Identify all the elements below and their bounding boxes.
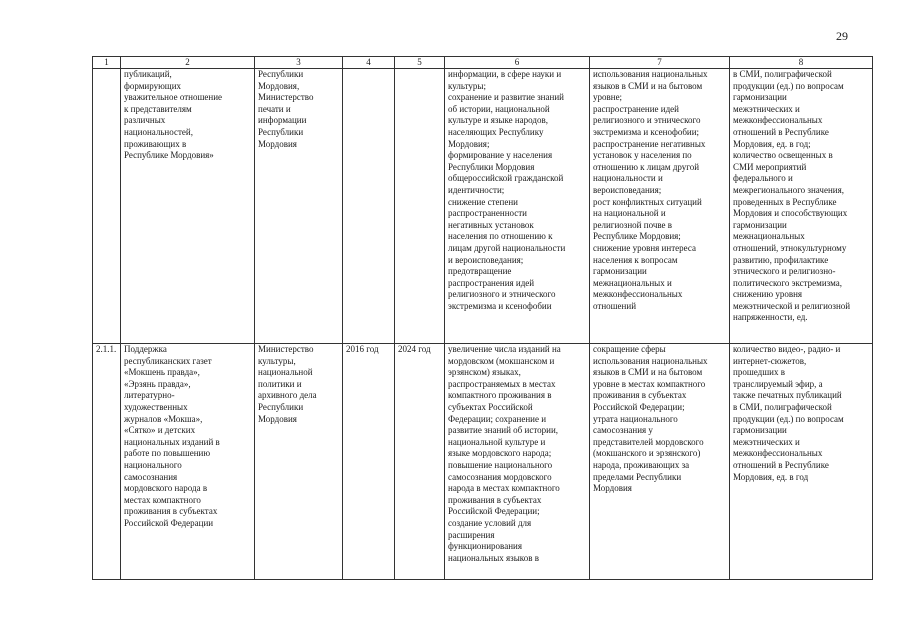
table-row <box>93 344 873 580</box>
end-year-cell <box>395 69 445 344</box>
expected-result-cell: увеличение числа изданий на мордовском (мокшанском и эрзянском) языках, распространяемых в местах компактного проживания в субъектах Российской Федерации; сохранение и развитие знаний об истории, национальной культуре и языке мордовского народа; повышение национального самосознания мордовского народа в местах компактного проживания в субъектах Российской Федерации; создание условий для расширения функционирования национальных языков в <box>445 344 590 580</box>
column-number: 3 <box>255 57 343 69</box>
column-number: 2 <box>121 57 255 69</box>
item-number-cell <box>93 69 121 344</box>
consequences-cell: сокращение сферы использования национальных языков в СМИ и на бытовом уровне в местах компактного проживания в субъектах Российской Федерации; утрата национального самосознания у представителей мордовского (мокшанского и эрзянского) народа, проживающих за пределами Республики Мордовия <box>590 344 730 580</box>
start-year-cell <box>343 69 395 344</box>
executor-cell: Министерство культуры, национальной политики и архивного дела Республики Мордовия <box>255 344 343 580</box>
end-year-cell: 2024 год <box>395 344 445 580</box>
program-table <box>92 56 873 580</box>
indicator-cell: в СМИ, полиграфической продукции (ед.) по вопросам гармонизации межэтнических и межконфессиональных отношений в Республике Мордовия, ед. в год; количество освещенных в СМИ мероприятий федерального и межрегионального значения, проведенных в Республике Мордовия и способствующих гармонизации межнациональных отношений, этнокультурному развитию, профилактике этнического и религиозно- политического экстремизма, снижению уровня межэтнической и религиозной напряженности, ед. <box>730 69 873 344</box>
start-year-cell: 2016 год <box>343 344 395 580</box>
activity-name-cell: Поддержка республиканских газет «Мокшень правда», «Эрзянь правда», литературно- художественных журналов «Мокша», «Сятко» и детских национальных изданий в работе по повышению национального самосознания мордовского народа в местах компактного проживания в субъектах Российской Федерации <box>121 344 255 580</box>
consequences-cell: использования национальных языков в СМИ и на бытовом уровне; распространение идей религиозного и этнического экстремизма и ксенофобии; распространение негативных установок у населения по отношению к лицам другой национальности и вероисповедания; рост конфликтных ситуаций на национальной и религиозной почве в Республике Мордовия; снижение уровня интереса населения к вопросам гармонизации межнациональных и межконфессиональных отношений <box>590 69 730 344</box>
column-number: 4 <box>343 57 395 69</box>
indicator-cell: количество видео-, радио- и интернет-сюжетов, прошедших в транслируемый эфир, а также печатных публикаций в СМИ, полиграфической продукции (ед.) по вопросам гармонизации межэтнических и межконфессиональных отношений в Республике Мордовия, ед. в год <box>730 344 873 580</box>
column-number: 1 <box>93 57 121 69</box>
column-number: 7 <box>590 57 730 69</box>
page-number: 29 <box>836 29 848 43</box>
executor-cell: Республики Мордовия, Министерство печати и информации Республики Мордовия <box>255 69 343 344</box>
expected-result-cell: информации, в сфере науки и культуры; сохранение и развитие знаний об истории, национальной культуре и языке народов, населяющих Республику Мордовия; формирование у населения Республики Мордовия общероссийской гражданской идентичности; снижение степени распространенности негативных установок населения по отношению к лицам другой национальности и вероисповедания; предотвращение распространения идей религиозного и этнического экстремизма и ксенофобии <box>445 69 590 344</box>
column-numbers-row <box>93 57 873 69</box>
item-number-cell: 2.1.1. <box>93 344 121 580</box>
column-number: 5 <box>395 57 445 69</box>
column-number: 6 <box>445 57 590 69</box>
table-row <box>93 69 873 344</box>
column-number: 8 <box>730 57 873 69</box>
activity-name-cell: публикаций, формирующих уважительное отношение к представителям различных национальностей, проживающих в Республике Мордовия» <box>121 69 255 344</box>
